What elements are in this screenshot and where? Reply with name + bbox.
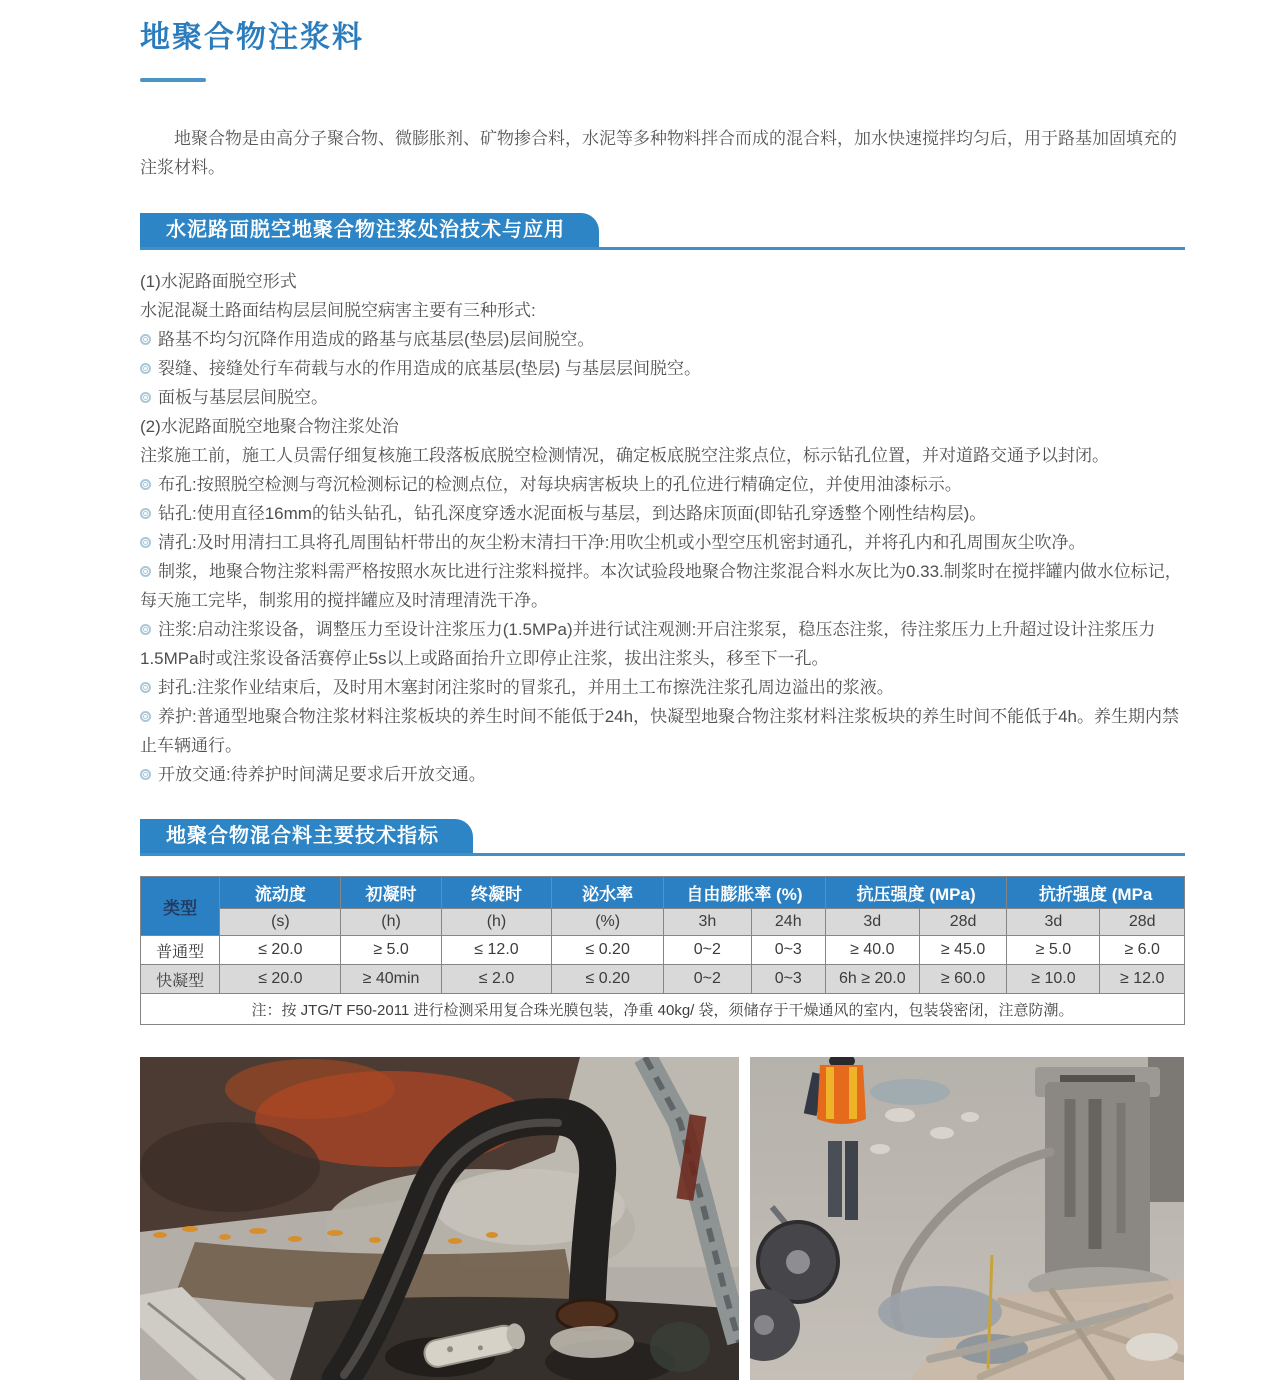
section-banner-row-2: [140, 819, 1185, 856]
double-circle-bullet-icon: [140, 769, 151, 780]
subheader-cell: 28d: [1100, 909, 1185, 936]
paragraph-line: 注浆施工前，施工人员需仔细复核施工段落板底脱空检测情况，确定板底脱空注浆点位，标示钻孔位置，并对道路交通予以封闭。: [140, 446, 1109, 465]
double-circle-bullet-icon: [140, 508, 151, 519]
header-flow: 流动度: [220, 877, 341, 909]
subheader-cell: 24h: [751, 909, 825, 936]
row-name-cell: 快凝型: [141, 965, 220, 994]
subheader-cell: 3h: [664, 909, 752, 936]
bullet-item: 路基不均匀沉降作用造成的路基与底基层(垫层)层间脱空。: [140, 325, 1185, 354]
value-cell: 6h ≥ 20.0: [825, 965, 919, 994]
section-banner-row-1: [140, 213, 1185, 250]
bullet-item: 面板与基层层间脱空。: [140, 383, 1185, 412]
double-circle-bullet-icon: [140, 682, 151, 693]
subheader-cell: (%): [552, 909, 664, 936]
grouting-hose-on-pavement-photo: [140, 1057, 739, 1380]
subheader-cell: 3d: [1007, 909, 1100, 936]
bullet-item: 养护:普通型地聚合物注浆材料注浆板块的养生时间不能低于24h，快凝型地聚合物注浆材料注浆板块的养生时间不能低于4h。养生期内禁止车辆通行。: [140, 707, 1179, 755]
header-final-set: 终凝时: [441, 877, 552, 909]
header-flexural: 抗折强度 (MPa: [1007, 877, 1185, 909]
value-cell: ≤ 0.20: [552, 965, 664, 994]
photo-gallery: [140, 1057, 1280, 1380]
technical-spec-table: [140, 876, 1185, 1025]
value-cell: ≤ 2.0: [441, 965, 552, 994]
header-type: 类型: [141, 877, 220, 936]
bullet-item: 封孔:注浆作业结束后，及时用木塞封闭注浆时的冒浆孔，并用土工布擦洗注浆孔周边溢出的浆液。: [140, 673, 1185, 702]
double-circle-bullet-icon: [140, 566, 151, 577]
value-cell: ≥ 40min: [341, 965, 441, 994]
double-circle-bullet-icon: [140, 392, 151, 403]
section-banner-2: 地聚合物混合料主要技术指标: [140, 819, 473, 853]
intro-paragraph: 地聚合物是由高分子聚合物、微膨胀剂、矿物掺合料，水泥等多种物料拌合而成的混合料，加水快速搅拌均匀后，用于路基加固填充的注浆材料。: [140, 129, 1177, 177]
section1-body: [140, 267, 1185, 789]
bullet-item: 开放交通:待养护时间满足要求后开放交通。: [140, 760, 1185, 789]
subheader-cell: (s): [220, 909, 341, 936]
value-cell: ≥ 60.0: [919, 965, 1007, 994]
table-note: 注：按 JTG/T F50-2011 进行检测采用复合珠光膜包装，净重 40kg/ 袋，须储存于干燥通风的室内，包装袋密闭，注意防潮。: [141, 994, 1185, 1025]
value-cell: ≥ 40.0: [825, 936, 919, 965]
table-note-row: [141, 994, 1185, 1025]
header-free-expansion: 自由膨胀率 (%): [664, 877, 826, 909]
bullet-item: 清孔:及时用清扫工具将孔周围钻杆带出的灰尘粉末清扫干净:用吹尘机或小型空压机密封通孔，并将孔内和孔周围灰尘吹净。: [140, 528, 1185, 557]
double-circle-bullet-icon: [140, 479, 151, 490]
double-circle-bullet-icon: [140, 363, 151, 374]
bullet-item: 钻孔:使用直径16mm的钻头钻孔，钻孔深度穿透水泥面板与基层，到达路床顶面(即钻孔穿透整个刚性结构层)。: [140, 499, 1185, 528]
paragraph-line: 水泥混凝土路面结构层层间脱空病害主要有三种形式:: [140, 301, 536, 320]
value-cell: ≥ 12.0: [1100, 965, 1185, 994]
section-banner-1: 水泥路面脱空地聚合物注浆处治技术与应用: [140, 213, 599, 247]
header-initial-set: 初凝时: [341, 877, 441, 909]
table-row: [141, 965, 1185, 994]
header-bleeding: 泌水率: [552, 877, 664, 909]
subheader-cell: 28d: [919, 909, 1007, 936]
header-compressive: 抗压强度 (MPa): [825, 877, 1007, 909]
value-cell: 0~2: [664, 936, 752, 965]
value-cell: ≥ 10.0: [1007, 965, 1100, 994]
bullet-item: 布孔:按照脱空检测与弯沉检测标记的检测点位，对每块病害板块上的孔位进行精确定位，并使用油漆标示。: [140, 470, 1185, 499]
table-row: [141, 936, 1185, 965]
bullet-item: 制浆，地聚合物注浆料需严格按照水灰比进行注浆料搅拌。本次试验段地聚合物注浆混合料水灰比为0.33.制浆时在搅拌罐内做水位标记，每天施工完毕，制浆用的搅拌罐应及时清理清洗干净。: [140, 562, 1182, 610]
value-cell: ≥ 5.0: [1007, 936, 1100, 965]
page-title: 地聚合物注浆料: [140, 21, 364, 54]
title-underline-dash: [140, 78, 206, 82]
value-cell: 0~3: [751, 936, 825, 965]
double-circle-bullet-icon: [140, 711, 151, 722]
value-cell: ≥ 45.0: [919, 936, 1007, 965]
double-circle-bullet-icon: [140, 537, 151, 548]
subheader-cell: 3d: [825, 909, 919, 936]
value-cell: ≥ 5.0: [341, 936, 441, 965]
bullet-item: 注浆:启动注浆设备，调整压力至设计注浆压力(1.5MPa)并进行试注观测:开启注浆泵，稳压态注浆，待注浆压力上升超过设计注浆压力1.5MPa时或注浆设备活赛停止5s以上或路面抬升立即停止注浆，拔出注浆头，移至下一孔。: [140, 620, 1156, 668]
table-header-row: [141, 877, 1185, 909]
value-cell: ≤ 0.20: [552, 936, 664, 965]
value-cell: ≤ 20.0: [220, 936, 341, 965]
value-cell: 0~2: [664, 965, 752, 994]
subheader-cell: (h): [341, 909, 441, 936]
value-cell: ≤ 20.0: [220, 965, 341, 994]
worker-and-grouting-equipment-photo: [750, 1057, 1184, 1380]
paragraph-line: (2)水泥路面脱空地聚合物注浆处治: [140, 417, 399, 436]
value-cell: 0~3: [751, 965, 825, 994]
value-cell: ≥ 6.0: [1100, 936, 1185, 965]
value-cell: ≤ 12.0: [441, 936, 552, 965]
bullet-item: 裂缝、接缝处行车荷载与水的作用造成的底基层(垫层) 与基层层间脱空。: [140, 354, 1185, 383]
table-subheader-row: [141, 909, 1185, 936]
subheader-cell: (h): [441, 909, 552, 936]
double-circle-bullet-icon: [140, 334, 151, 345]
double-circle-bullet-icon: [140, 624, 151, 635]
row-name-cell: 普通型: [141, 936, 220, 965]
paragraph-line: (1)水泥路面脱空形式: [140, 272, 297, 291]
